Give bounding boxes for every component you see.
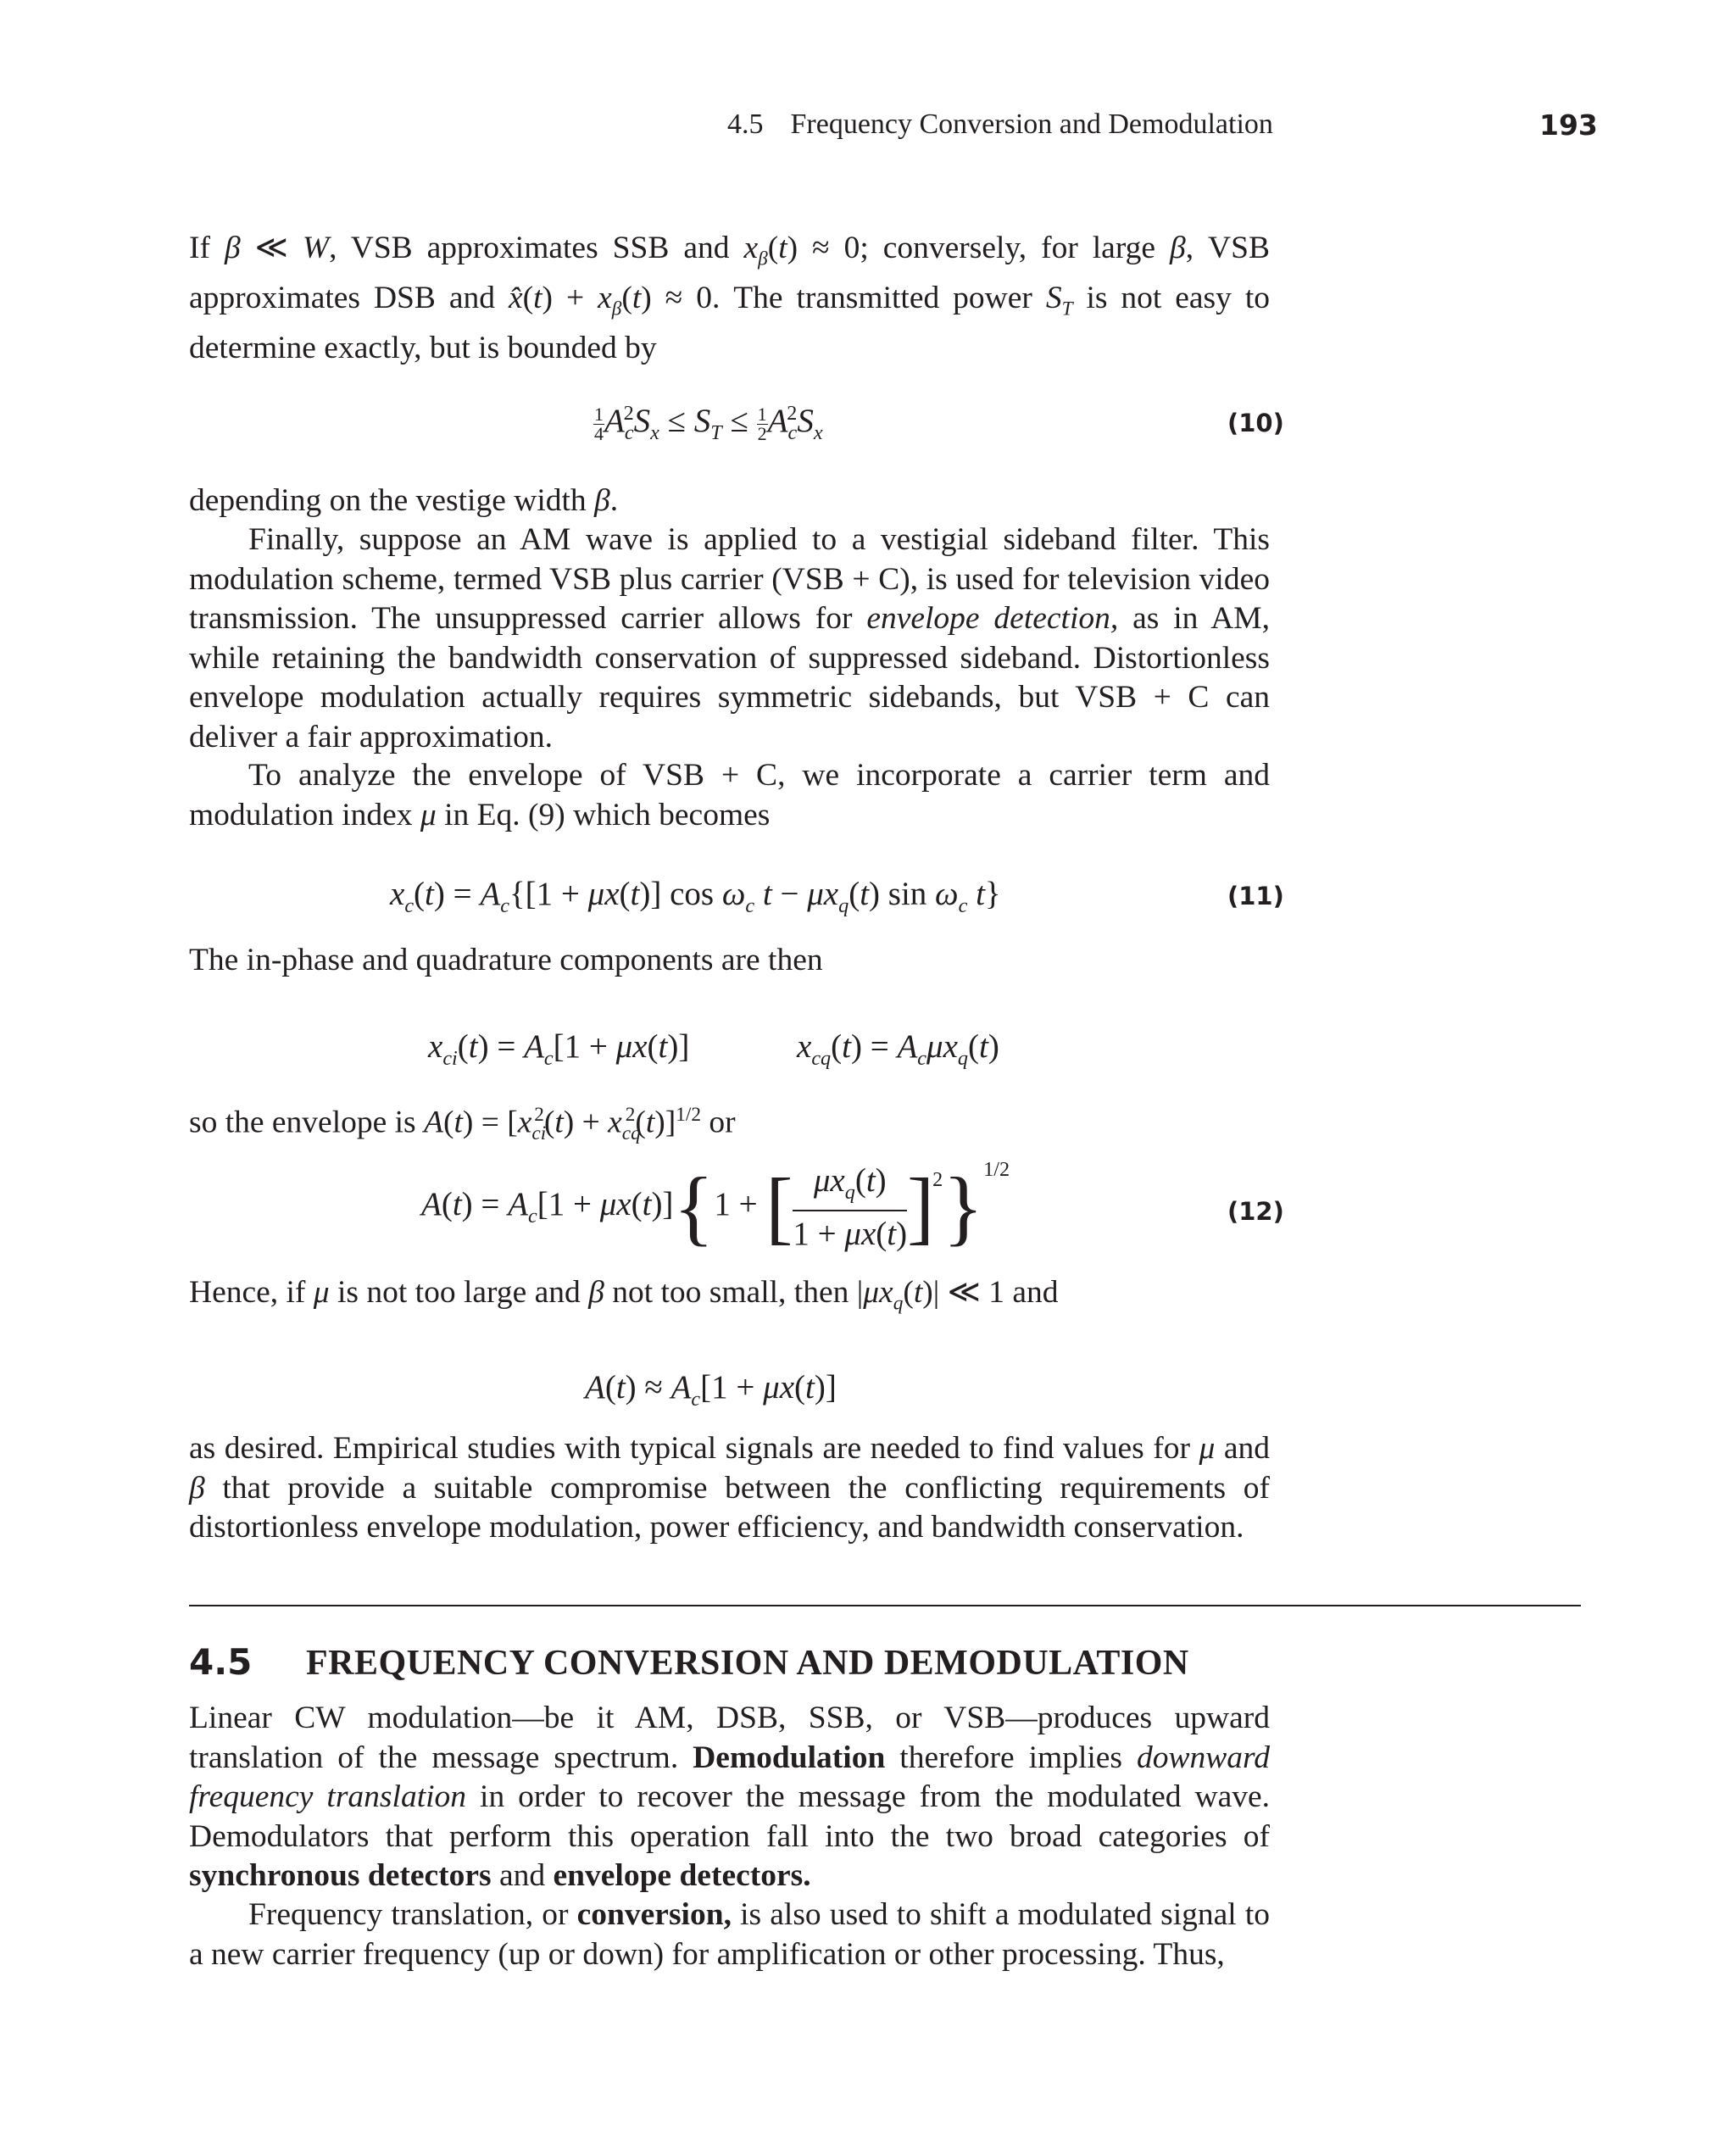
equation-number-12: (12) bbox=[1227, 1197, 1284, 1226]
term-demodulation: Demodulation bbox=[693, 1740, 886, 1775]
section-divider bbox=[189, 1605, 1581, 1606]
paragraph-vestige-width: depending on the vestige width β. bbox=[189, 483, 619, 518]
running-head-section: 4.5 bbox=[727, 109, 764, 140]
equation-10: $\frac{1}{4}$ $A_c^2S_x \le S_T$ ≤ $\frac{1}{2}$ $A_c^2S_x$ bbox=[594, 402, 823, 444]
equation-number-10: (10) bbox=[1227, 409, 1284, 437]
paragraph-frequency-translation bbox=[189, 1896, 1270, 1974]
paragraph-envelope-definition: so the envelope is $A(t) = [x_{ci}^2(t) + x_{cq}^2(t)]^{1/2}$ or bbox=[189, 1104, 736, 1144]
equation-envelope-approx: $A(t) \approx A_c[1 + \mu x(t)]$ bbox=[585, 1369, 837, 1411]
translation-text-c: is also used to shift a modulated signal to a new carrier frequency (up or down) for amplification or other processing. Thus, bbox=[189, 1897, 1271, 1972]
translation-text-a: Frequency translation, or bbox=[248, 1897, 577, 1932]
paragraph-vsb-plus-carrier bbox=[189, 521, 1270, 757]
paragraph-inphase-quadrature: The in-phase and quadrature components are then bbox=[189, 943, 823, 977]
term-envelope-detectors: envelope detectors. bbox=[553, 1858, 811, 1893]
equation-number-11: (11) bbox=[1227, 882, 1284, 910]
term-downward-translation: downward frequency translation bbox=[189, 1740, 1270, 1814]
term-conversion: conversion, bbox=[576, 1897, 732, 1932]
paragraph-empirical-studies: as desired. Empirical studies with typical signals are needed to find values for μ and β that provide a suitable compromise between the conflicting requirements of distortionless envelope modulation, power efficiency, and bandwidth conservation. bbox=[189, 1431, 1270, 1545]
running-head bbox=[727, 109, 1273, 141]
vsb-c-text-b: as in AM, while retaining the bandwidth conservation of suppressed sideband. Distortionless envelope modulation actually requires symmetric sidebands, but VSB + C can deliver a fair approximation. bbox=[189, 601, 1270, 754]
paragraph-hence-approx: Hence, if μ is not too large and β not too small, then $|\mu x_q(t)|$ ≪ 1 and bbox=[189, 1275, 1059, 1315]
term-synchronous-detectors: synchronous detectors bbox=[189, 1858, 492, 1893]
section-title: FREQUENCY CONVERSION AND DEMODULATION bbox=[306, 1644, 1189, 1683]
linear-cw-text-d: in order to recover the message from the modulated wave. Demodulators that perform this operation fall into the two broad categories of bbox=[189, 1779, 1271, 1854]
section-number: 4.5 bbox=[189, 1641, 253, 1683]
linear-cw-text-c: therefore implies bbox=[885, 1740, 1138, 1775]
page-number: 193 bbox=[1539, 109, 1598, 142]
linear-cw-text-a: Linear CW modulation—be it AM, DSB, SSB, or VSB—produces upward translation of the message spectrum. bbox=[189, 1701, 1270, 1775]
vsb-c-text-a: Finally, suppose an AM wave is applied to a vestigial sideband filter. This modulation scheme, termed VSB plus carrier (VSB + C), is used for television video transmission. The unsuppressed carrier allows for bbox=[189, 522, 1270, 636]
paragraph-linear-cw bbox=[189, 1699, 1270, 1896]
equation-quadrature: $x_{cq}(t) = A_c\mu x_q(t)$ bbox=[797, 1028, 999, 1070]
running-head-title: Frequency Conversion and Demodulation bbox=[790, 109, 1273, 140]
paragraph-vsb-approximation: If β ≪ W, VSB approximates SSB and $x_\beta(t) \approx 0$; conversely, for large β, VSB approximates DSB and x̂(t) + $x_\beta(t) \approx 0$. The transmitted power $S_T$ is not easy to determine exactly, but is bounded by bbox=[189, 231, 1271, 365]
linear-cw-text-e: and bbox=[491, 1858, 554, 1893]
equation-11: $x_c(t) = A_c\{[1 + \mu x(t)]$ $\cos \omega_c$ $t - \mu x_q(t)$ $\sin \omega_c$ t} bbox=[390, 876, 1001, 917]
equation-12: $A(t) = A_c[1 + \mu x(t)]\{1$ + [ $\frac{\mu x_q(t)}{1 + \mu x(t)}$ ]$^2$}$^{1/2}$ bbox=[421, 1158, 1010, 1255]
vsb-c-text-emphasis: envelope detection, bbox=[866, 601, 1119, 636]
equation-inphase: $x_{ci}(t) = A_c[1 + \mu x(t)]$ bbox=[428, 1028, 690, 1070]
paragraph-analyze-envelope: To analyze the envelope of VSB + C, we incorporate a carrier term and modulation index μ in Eq. (9) which becomes bbox=[189, 758, 1270, 832]
